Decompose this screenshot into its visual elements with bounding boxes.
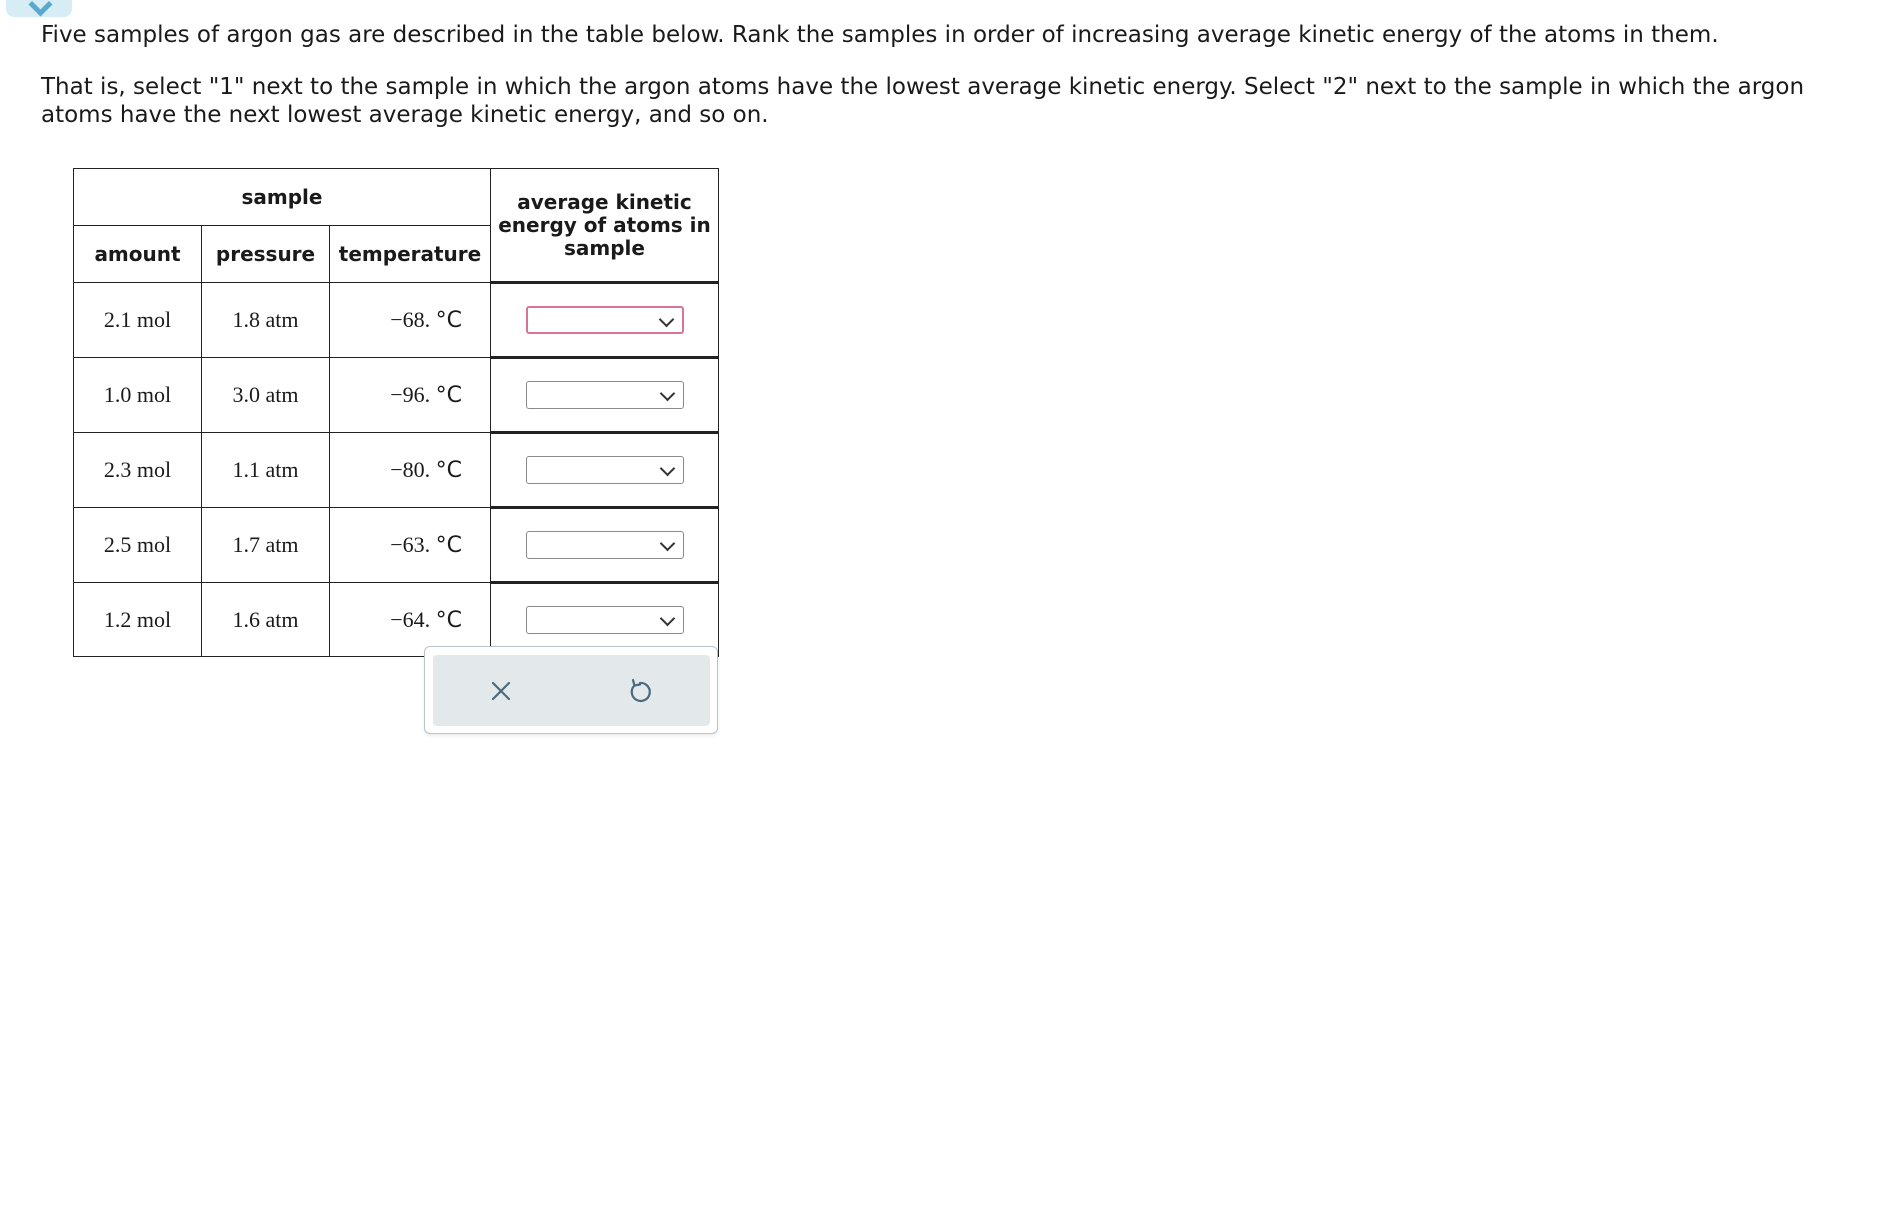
- rank-select[interactable]: [526, 531, 684, 559]
- temperature-cell: [330, 283, 491, 358]
- close-icon: [483, 673, 519, 709]
- rank-cell: [491, 433, 719, 508]
- rank-select[interactable]: [526, 606, 684, 634]
- chevron-down-icon: [28, 0, 52, 17]
- collapse-tab[interactable]: [6, 0, 72, 17]
- temperature-value: −63.: [390, 532, 431, 557]
- pressure-cell: 1.7 atm: [202, 508, 330, 583]
- temperature-header: temperature: [330, 226, 491, 283]
- temperature-value: −96.: [390, 382, 431, 407]
- amount-cell: 1.0 mol: [74, 358, 202, 433]
- pressure-header: pressure: [202, 226, 330, 283]
- sample-group-header: sample: [74, 169, 491, 226]
- pressure-cell: 1.8 atm: [202, 283, 330, 358]
- answer-actions-bar: [433, 655, 710, 726]
- table-row: [74, 283, 719, 358]
- pressure-cell: 3.0 atm: [202, 358, 330, 433]
- temperature-unit: °C: [435, 308, 462, 333]
- chevron-down-icon: [659, 386, 675, 402]
- chevron-down-icon: [658, 312, 674, 328]
- temperature-unit: °C: [435, 533, 462, 558]
- amount-cell: 1.2 mol: [74, 583, 202, 657]
- undo-icon: [622, 673, 658, 709]
- temperature-value: −80.: [390, 457, 431, 482]
- chevron-down-icon: [659, 461, 675, 477]
- samples-table: [73, 168, 719, 657]
- rank-cell: [491, 358, 719, 433]
- temperature-cell: [330, 508, 491, 583]
- temperature-cell: [330, 358, 491, 433]
- instruction-line-1: Five samples of argon gas are described in the table below. Rank the samples in order of increasing average kinetic energy of the atoms in them.: [41, 22, 1719, 48]
- rank-cell: [491, 283, 719, 358]
- amount-header: amount: [74, 226, 202, 283]
- clear-button[interactable]: [483, 673, 519, 709]
- temperature-value: −68.: [390, 307, 431, 332]
- question-prompt: [41, 21, 1871, 153]
- amount-cell: 2.1 mol: [74, 283, 202, 358]
- temperature-unit: °C: [435, 383, 462, 408]
- temperature-cell: [330, 433, 491, 508]
- answer-actions: [424, 646, 718, 734]
- chevron-down-icon: [659, 536, 675, 552]
- rank-cell: [491, 508, 719, 583]
- undo-button[interactable]: [622, 673, 658, 709]
- table-row: [74, 508, 719, 583]
- chevron-down-icon: [659, 611, 675, 627]
- rank-select[interactable]: [526, 456, 684, 484]
- temperature-unit: °C: [435, 607, 462, 633]
- table-row: [74, 358, 719, 433]
- amount-cell: 2.3 mol: [74, 433, 202, 508]
- amount-cell: 2.5 mol: [74, 508, 202, 583]
- instruction-line-2: That is, select "1" next to the sample in which the argon atoms have the lowest average kinetic energy. Select "2" next to the sample in which the argon atoms have the next lowest average kinetic energy, and so on.: [41, 74, 1805, 128]
- rank-select[interactable]: [526, 306, 684, 334]
- kinetic-energy-header: average kinetic energy of atoms in sample: [491, 169, 719, 283]
- pressure-cell: 1.1 atm: [202, 433, 330, 508]
- temperature-unit: °C: [435, 458, 462, 483]
- rank-select[interactable]: [526, 381, 684, 409]
- table-row: [74, 433, 719, 508]
- temperature-value: −64.: [390, 606, 431, 632]
- pressure-cell: 1.6 atm: [202, 583, 330, 657]
